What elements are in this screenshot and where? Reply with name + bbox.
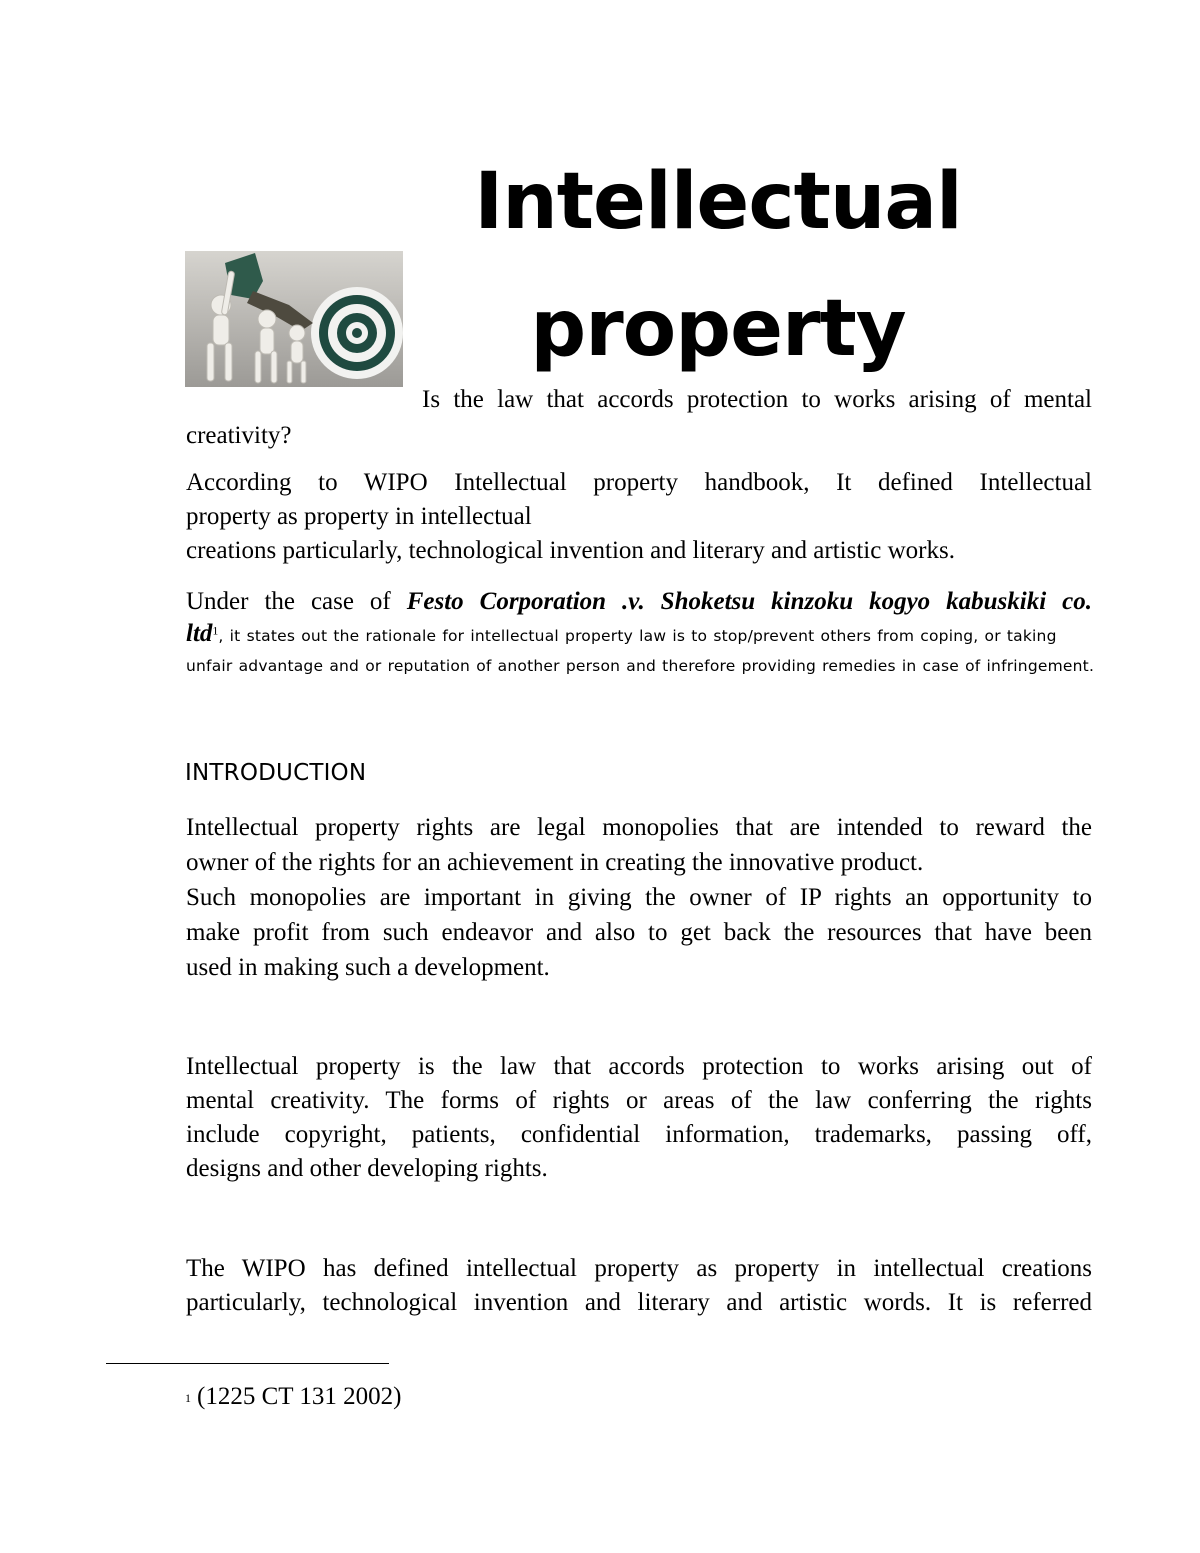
- p2-line-2: mental creativity. The forms of rights or areas of the law conferring the rights: [186, 1087, 1092, 1114]
- intro-question-line-1: Is the law that accords protection to works arising of mental: [422, 386, 1092, 413]
- intro-paragraph-2: [186, 1050, 1092, 1186]
- footnote: [185, 1380, 401, 1415]
- page-title-line-2: property: [530, 284, 906, 374]
- case-reference-line-1: [186, 585, 1092, 619]
- case-reference-line-3: unfair advantage and or reputation of another person and therefore providing remedies in case of infringement.: [186, 657, 1095, 675]
- p1-line-4: make profit from such endeavor and also to get back the resources that have been: [186, 919, 1092, 946]
- case-reference-line-2: [186, 620, 1096, 650]
- p2-line-3: include copyright, patients, confidential information, trademarks, passing off,: [186, 1121, 1092, 1148]
- p1-line-2: owner of the rights for an achievement in creating the innovative product.: [186, 849, 924, 876]
- footnote-reference[interactable]: 1: [212, 623, 219, 638]
- case-rationale-part-1: , it states out the rationale for intellectual property law is to stop/prevent others from coping, or taking: [218, 627, 1057, 645]
- case-name-end: ltd: [186, 620, 213, 647]
- case-prefix: Under the case of: [186, 588, 407, 615]
- footnote-number: 1: [185, 1391, 191, 1406]
- case-name: Festo Corporation .v. Shoketsu kinzoku kogyo kabuskiki co.: [406, 588, 1092, 615]
- p2-line-4: designs and other developing rights.: [186, 1155, 548, 1182]
- p3-line-2: particularly, technological invention and literary and artistic words. It is referred: [186, 1289, 1092, 1316]
- wipo-definition-line-2: property as property in intellectual: [186, 503, 532, 530]
- page-title-line-1: Intellectual: [474, 157, 962, 247]
- footnote-text: (1225 CT 131 2002): [197, 1383, 402, 1410]
- intro-question-line-2: creativity?: [186, 422, 292, 449]
- p3-line-1: The WIPO has defined intellectual property as property in intellectual creations: [186, 1255, 1092, 1282]
- intro-paragraph-3: [186, 1252, 1092, 1320]
- wipo-definition-line-1: According to WIPO Intellectual property handbook, It defined Intellectual: [186, 469, 1092, 496]
- p1-line-5: used in making such a development.: [186, 954, 550, 981]
- p2-line-1: Intellectual property is the law that accords protection to works arising out of: [186, 1053, 1092, 1080]
- section-heading-introduction: INTRODUCTION: [185, 760, 367, 786]
- intro-paragraph-1: [186, 810, 1092, 985]
- wipo-definition-line-3: creations particularly, technological invention and literary and artistic works.: [186, 537, 955, 564]
- illustration-image: [185, 251, 403, 387]
- footnote-separator: [106, 1363, 389, 1364]
- p1-line-1: Intellectual property rights are legal monopolies that are intended to reward the: [186, 814, 1092, 841]
- target-icon: [311, 287, 403, 379]
- p1-line-3: Such monopolies are important in giving the owner of IP rights an opportunity to: [186, 884, 1092, 911]
